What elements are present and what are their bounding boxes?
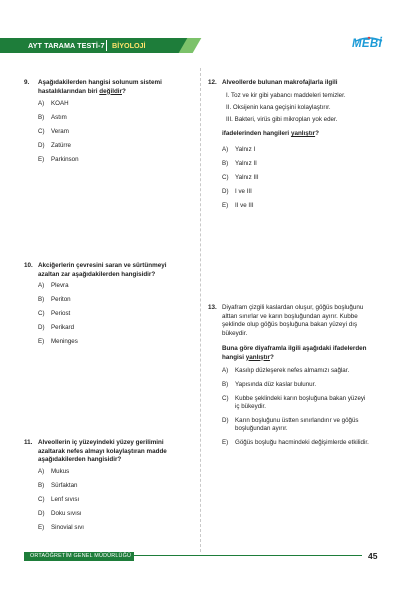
option-text: Yalnız I	[235, 146, 256, 153]
option-e[interactable]	[38, 524, 84, 532]
option-label: C)	[222, 174, 229, 181]
footer-publisher: ORTAÖĞRETİM GENEL MÜDÜRLÜĞÜ	[30, 553, 132, 559]
question-stem	[38, 79, 162, 96]
option-label: A)	[38, 282, 45, 289]
option-label: B)	[38, 296, 45, 303]
statement-1: I. Toz ve kir gibi yabancı maddeleri temizler.	[226, 92, 346, 99]
option-b[interactable]	[38, 296, 71, 304]
subject-title: BİYOLOJİ	[112, 41, 146, 50]
question-stem	[38, 262, 166, 279]
stem-text: ifadelerinden hangileri	[222, 130, 291, 137]
option-d[interactable]	[222, 188, 252, 196]
option-text: Perikard	[51, 324, 75, 331]
option-label: E)	[222, 439, 229, 446]
option-text: KOAH	[51, 100, 69, 107]
option-text: Astım	[51, 114, 67, 121]
option-d[interactable]	[222, 417, 358, 433]
option-label: B)	[222, 160, 229, 167]
option-a[interactable]	[38, 282, 69, 290]
option-c[interactable]	[38, 310, 70, 318]
question-prompt	[222, 130, 319, 139]
page-number: 45	[368, 551, 378, 561]
test-title: AYT TARAMA TESTİ-7	[28, 41, 105, 50]
option-text: Kasılıp düzleşerek nefes almamızı sağlar.	[235, 367, 350, 374]
question-10	[24, 262, 194, 352]
question-9	[24, 79, 194, 174]
option-a[interactable]	[38, 468, 69, 476]
option-a[interactable]	[222, 146, 255, 154]
logo-text: MEBİ	[352, 38, 382, 50]
paragraph-line: bükeydir.	[222, 329, 248, 337]
option-text: Periton	[51, 296, 71, 303]
option-e[interactable]	[38, 338, 78, 346]
stem-line: aşağıdakilerden hangisidir?	[38, 456, 122, 464]
option-text: Yalnız II	[235, 160, 257, 167]
option-label: C)	[38, 496, 45, 503]
option-e[interactable]	[38, 156, 79, 164]
question-13	[208, 304, 388, 454]
statement-3: III. Bakteri, virüs gibi mikropları yok eder.	[226, 116, 338, 123]
option-a[interactable]	[38, 100, 69, 108]
option-text: iç bükeydir.	[235, 403, 266, 410]
option-text: Sinovial sıvı	[51, 524, 85, 531]
question-11	[24, 439, 196, 539]
question-number: 11.	[24, 439, 33, 446]
option-label: C)	[38, 310, 45, 317]
option-text: Plevra	[51, 282, 69, 289]
option-d[interactable]	[38, 142, 71, 150]
option-d[interactable]	[38, 510, 82, 518]
question-stem	[38, 439, 167, 465]
option-text: Doku sıvısı	[51, 510, 82, 517]
option-e[interactable]	[222, 439, 369, 447]
option-label: E)	[222, 202, 229, 209]
question-number: 9.	[24, 79, 30, 86]
question-number: 12.	[208, 79, 217, 86]
option-label: A)	[222, 146, 229, 153]
stem-line: azaltarak nefes almayı kolaylaştıran madde	[38, 447, 167, 455]
paragraph-line: alttan sınırlar ve karın boşluğundan ayırır. Kubbe	[222, 312, 358, 320]
stem-line: Aşağıdakilerden hangisi solunum sistemi	[38, 79, 162, 86]
option-b[interactable]	[222, 381, 316, 389]
stem-line: azaltan zar aşağıdakilerden hangisidir?	[38, 270, 156, 278]
option-label: A)	[222, 367, 229, 374]
stem-text: hastalıklarından biri	[38, 87, 100, 95]
stem-line: Alveollerin iç yüzeyindeki yüzey gerilimini	[38, 439, 164, 446]
question-prompt	[222, 345, 367, 362]
option-label: C)	[222, 395, 229, 402]
question-paragraph	[222, 304, 363, 338]
meb-logo	[352, 36, 382, 60]
option-text: boşluğundan ayırır.	[235, 425, 288, 432]
option-text: Zatürre	[51, 142, 71, 149]
statement-2: II. Oksijenin kana geçişini kolaylaştırır.	[226, 104, 331, 111]
stem-emphasis: yanlıştır	[290, 130, 316, 137]
option-label: C)	[38, 128, 45, 135]
option-label: D)	[38, 142, 45, 149]
option-label: B)	[38, 114, 45, 121]
option-text: II ve III	[235, 202, 254, 209]
option-e[interactable]	[222, 202, 254, 210]
stem-text: hangisi	[222, 353, 246, 361]
option-label: E)	[38, 338, 45, 345]
option-text: Parkinson	[51, 156, 79, 163]
option-text: Lenf sıvısı	[51, 496, 80, 503]
option-label: E)	[38, 524, 45, 531]
option-label: D)	[222, 417, 229, 424]
option-text: Sürfaktan	[51, 482, 78, 489]
stem-line: Buna göre diyaframla ilgili aşağıdaki ifadelerden	[222, 345, 367, 352]
stem-emphasis: yanlıştır	[245, 353, 270, 361]
option-label: D)	[38, 324, 45, 331]
option-text: Periost	[51, 310, 71, 317]
option-label: D)	[222, 188, 229, 195]
question-12	[208, 79, 378, 211]
option-b[interactable]	[222, 160, 257, 168]
option-label: A)	[38, 100, 45, 107]
stem-line: Akciğerlerin çevresini saran ve sürtünmeyi	[38, 262, 167, 269]
option-text: Kubbe şeklindeki karın boşluğuna bakan yüzeyi	[235, 395, 366, 402]
stem-text: ?	[122, 87, 126, 95]
question-number: 13.	[208, 304, 217, 311]
stem-line	[222, 354, 367, 363]
option-b[interactable]	[38, 114, 67, 122]
option-text: Karın boşluğunu üstten sınırlandırır ve göğüs	[235, 417, 359, 424]
option-label: D)	[38, 510, 45, 517]
option-label: B)	[222, 381, 229, 388]
option-text: Meninges	[51, 338, 78, 345]
option-b[interactable]	[38, 482, 77, 490]
option-c[interactable]	[38, 128, 69, 136]
header-separator	[106, 40, 107, 51]
option-label: E)	[38, 156, 45, 163]
option-text: Yalnız III	[235, 174, 259, 181]
column-divider	[200, 68, 201, 552]
option-label: B)	[38, 482, 45, 489]
stem-emphasis: değildir	[99, 87, 122, 95]
option-text: Göğüs boşluğu hacmindeki değişimlerde etkilidir.	[235, 439, 369, 446]
option-label: A)	[38, 468, 45, 475]
stem-text: ?	[315, 130, 319, 137]
stem-line	[38, 88, 162, 97]
option-text: Yapısında düz kaslar bulunur.	[235, 381, 317, 388]
question-number: 10.	[24, 262, 33, 269]
option-c[interactable]	[38, 496, 79, 504]
option-a[interactable]	[222, 367, 349, 375]
question-stem: Alveollerde bulunan makrofajlarla ilgili	[222, 79, 338, 86]
option-c[interactable]	[222, 395, 365, 411]
option-d[interactable]	[38, 324, 74, 332]
option-text: Mukus	[51, 468, 70, 475]
option-text: I ve III	[235, 188, 252, 195]
paragraph-line: Diyafram çizgili kaslardan oluşur, göğüs boşluğunu	[222, 304, 364, 311]
paragraph-line: şeklinde olup göğüs boşluğuna bakan yüzeyi dış	[222, 321, 358, 329]
option-c[interactable]	[222, 174, 259, 182]
stem-text: ?	[269, 353, 274, 361]
option-text: Veram	[51, 128, 69, 135]
